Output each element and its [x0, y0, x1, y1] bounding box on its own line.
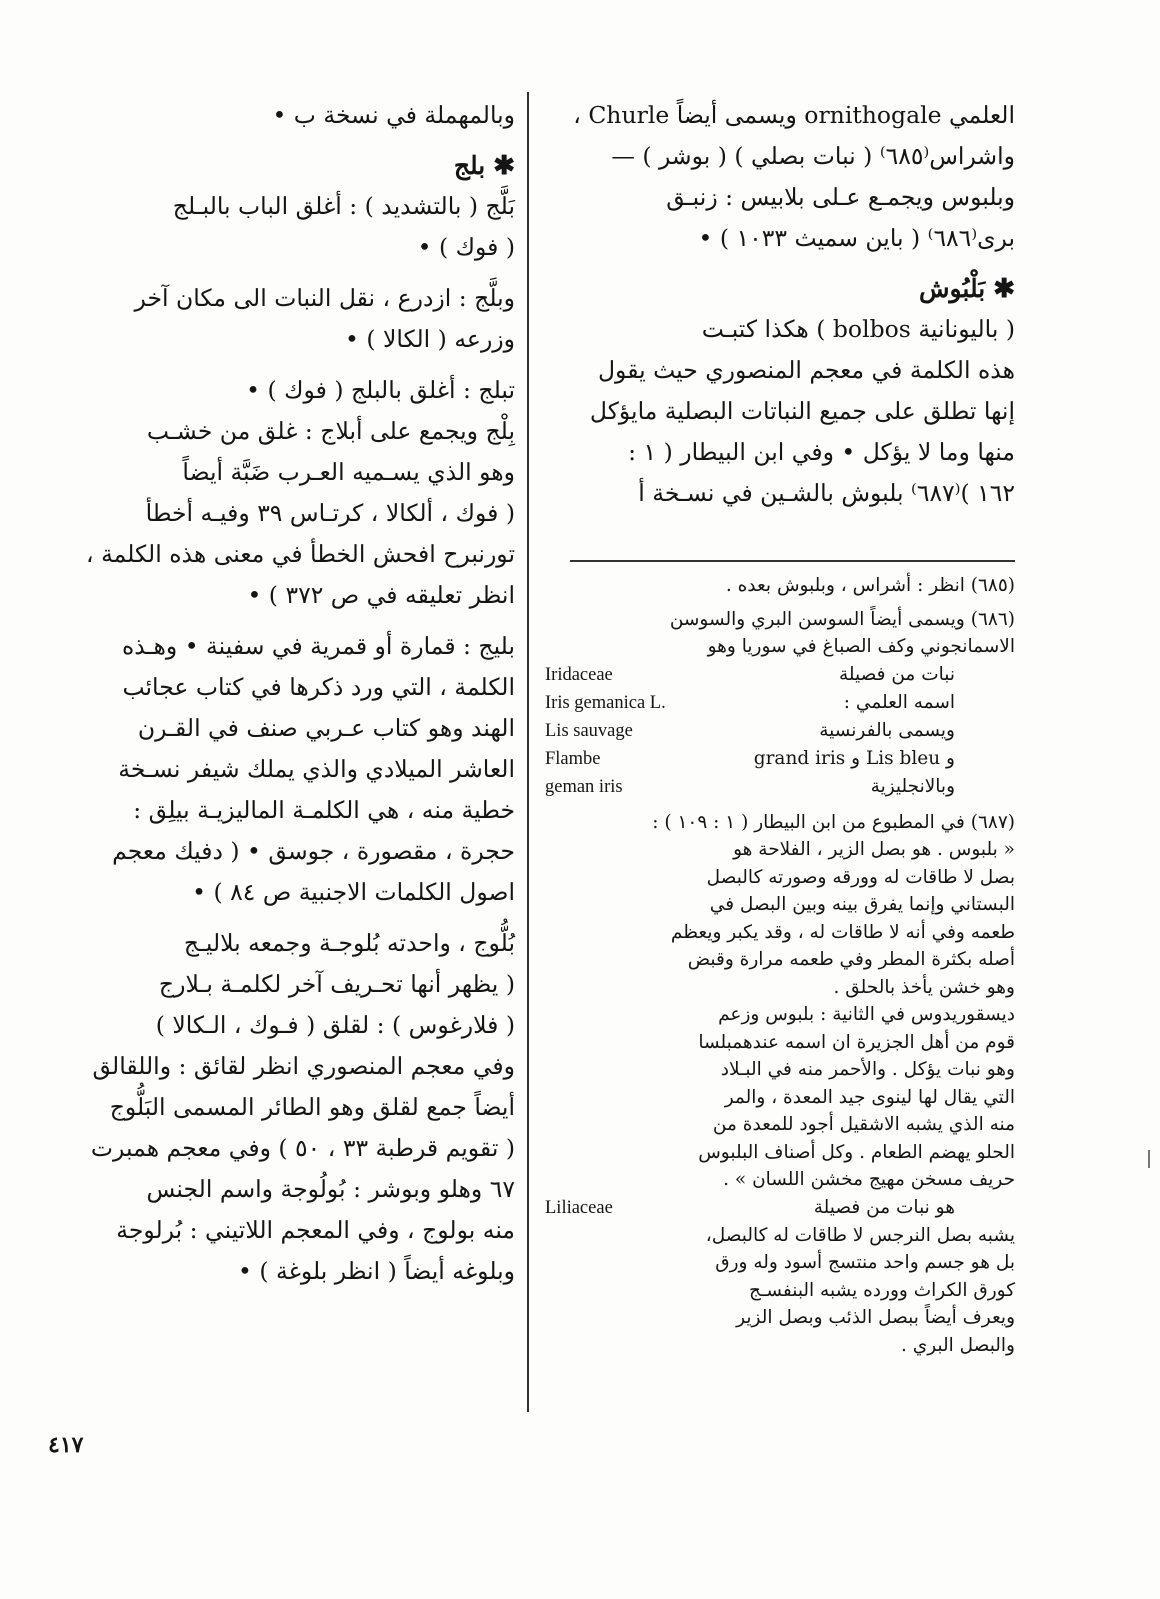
- text-line: ( تقويم قرطبة ٣٣ ، ٥٠ ) وفي معجم همبرت: [90, 1134, 515, 1162]
- latin-row: وبالانجليزية geman iris: [545, 775, 955, 797]
- paragraph: [45, 186, 515, 268]
- text-line: العاشر الميلادي والذي يملك شيفر نسـخة: [118, 755, 515, 783]
- footnote-rule: [570, 560, 1015, 562]
- text-line: منها وما لا يؤكل • وفي ابن البيطار ( ١ :: [628, 438, 1015, 466]
- footnote-line: أصله بكثرة المطر وفي طعمه مرارة وقبض: [687, 949, 1015, 970]
- text-line: بُلُّوج ، واحدته بُلوجـة وجمعه بلاليـج: [183, 929, 515, 957]
- text-line: ١٦٢ )⁽٦٨٧⁾ بلبوش بالشـين في نسـخة أ: [638, 479, 1015, 507]
- footnote-line: « بلبوس . هو بصل الزير ، الفلاحة هو: [733, 839, 1015, 860]
- footnote-line: منه الذي يشبه الاشقيل أجود للمعدة من: [712, 1114, 1015, 1135]
- text-line: بِلْج ويجمع على أبلاج : غلق من خشـب: [146, 417, 515, 445]
- paragraph: [45, 370, 515, 616]
- text-line: ( يظهر أنها تحـريف آخر لكلمـة بـلارج: [158, 970, 515, 998]
- footnote-line: الاسمانجوني وكف الصباغ في سوريا وهو: [707, 636, 1015, 657]
- footnote-line: قوم من أهل الجزيرة ان اسمه عندهمبلسا: [698, 1031, 1015, 1053]
- right-column: [545, 95, 1015, 514]
- text-line: وبلوغه أيضاً ( انظر بلوغة ) •: [238, 1257, 515, 1285]
- text-line: ( فوك ) •: [417, 233, 515, 261]
- footnote-685: (٦٨٥) انظر : أشراس ، وبلبوش بعده .: [725, 575, 1015, 596]
- footnote-line: التي يقال لها لينوى جيد المعدة ، والمر: [724, 1086, 1015, 1108]
- paragraph: [45, 923, 515, 1292]
- asterisk-icon: ✱: [993, 274, 1015, 304]
- footnote-line: بصل لا طاقات له وورقه وصورته كالبصل: [706, 866, 1015, 888]
- text-line: وزرعه ( الكالا ) •: [345, 325, 515, 353]
- text-line: ( فوك ، ألكالا ، كرتـاس ٣٩ وفيـه أخطأ: [145, 499, 515, 527]
- latin-row: اسمه العلمي : Iris gemanica L.: [545, 691, 955, 713]
- text-line: ( فلارغوس ) : لقلق ( فـوك ، الـكالا ): [155, 1011, 515, 1039]
- text-line: وبلَّج : ازدرع ، نقل النبات الى مكان آخر: [134, 284, 515, 312]
- entry-headword: ✱بلج: [453, 151, 515, 181]
- text-line: واشراس⁽٦٨٥⁾ ( نبات بصلي ) ( بوشر ) —: [611, 142, 1015, 170]
- latin-row: ويسمى بالفرنسية Lis sauvage: [545, 719, 955, 741]
- text-line: بليج : قمارة أو قمرية في سفينة • وهـذه: [121, 632, 515, 660]
- text-line: ٦٧ وهلو وبوشر : بُولُوجة واسم الجنس: [146, 1175, 515, 1203]
- latin-row: هو نبات من فصيلة Liliaceae: [545, 1196, 955, 1218]
- text-line: برى⁽٦٨٦⁾ ( باين سميث ١٠٣٣ ) •: [698, 224, 1015, 252]
- column-divider: [527, 92, 529, 1412]
- asterisk-icon: ✱: [493, 151, 515, 181]
- footnote-line: يشبه بصل النرجس لا طاقات له كالبصل،: [705, 1224, 1015, 1246]
- footnote-line: ويعرف أيضاً ببصل الذئب وبصل الزير: [736, 1307, 1015, 1328]
- left-column: [45, 95, 515, 1292]
- latin-row: و Lis bleu و grand iris Flambe: [545, 747, 955, 769]
- paragraph: [45, 278, 515, 360]
- text-line: وبالمهملة في نسخة ب •: [272, 101, 515, 129]
- footnote-line: حريف مسخن مهيج مخشن اللسان » .: [723, 1169, 1015, 1190]
- text-line: اصول الكلمات الاجنبية ص ٨٤ ) •: [192, 878, 515, 906]
- footnote-line: وهو خشن يأخذ بالحلق .: [833, 976, 1015, 998]
- text-line: حجرة ، مقصورة ، جوسق • ( دفيك معجم: [112, 837, 515, 865]
- footnote-line: طعمه وفي أنه لا طاقات له ، وقد يكبر ويعظم: [670, 921, 1015, 943]
- text-line: هذه الكلمة في معجم المنصوري حيث يقول: [597, 356, 1015, 384]
- footnote-line: (٦٨٧) في المطبوع من ابن البيطار ( ١ : ١٠٩ ) :: [652, 811, 1015, 833]
- text-line: العلمي ornithogale ويسمى أيضاً Churle ،: [573, 101, 1015, 129]
- footnote-686: [545, 606, 1015, 801]
- footnote-687: [545, 809, 1015, 1360]
- footnote-line: بل هو جسم واحد منتسج أسود وله ورق: [715, 1252, 1015, 1273]
- text-line: انظر تعليقه في ص ٣٧٢ ) •: [247, 581, 515, 609]
- footnote-line: وهو نبات يؤكل . والأحمر منه في البـلاد: [720, 1059, 1015, 1080]
- text-line: بَلَّج ( بالتشديد ) : أغلق الباب بالبـلج: [172, 192, 515, 220]
- footnote-line: ديسقوريدوس في الثانية : بلبوس وزعم: [718, 1004, 1015, 1025]
- text-line: وهو الذي يسـميه العـرب ضَبَّة أيضاً: [182, 458, 515, 486]
- page-number: ٤١٧: [48, 1432, 84, 1458]
- paragraph: [45, 626, 515, 913]
- footnote-line: والبصل البري .: [900, 1334, 1015, 1356]
- text-line: الكلمة ، التي ورد ذكرها في كتاب عجائب: [122, 673, 515, 701]
- text-line: منه بولوج ، وفي المعجم اللاتيني : بُرلوجة: [116, 1216, 515, 1244]
- footnotes: [545, 572, 1015, 1359]
- text-line: خطية منه ، هي الكلمـة الماليزيـة بيلِق :: [133, 796, 515, 824]
- text-line: إنها تطلق على جميع النباتات البصلية مايؤكل: [589, 397, 1015, 425]
- text-line: أيضاً جمع لقلق وهو الطائر المسمى البَلُّوج: [109, 1093, 515, 1121]
- scan-edge-mark: [1148, 1150, 1150, 1168]
- latin-row: نبات من فصيلة Iridaceae: [545, 663, 955, 685]
- footnote-line: الحلو يهضم الطعام . وكل أصناف البلبوس: [698, 1141, 1015, 1163]
- footnote-line: (٦٨٦) ويسمى أيضاً السوسن البري والسوسن: [669, 608, 1015, 630]
- text-line: وبلبوس ويجمـع عـلى بلابيس : زنبـق: [666, 183, 1015, 211]
- footnote-line: البستاني وإنما يفرق بينه وبين البصل في: [709, 894, 1015, 915]
- text-line: الهند وهو كتاب عـربي صنف في القـرن: [137, 714, 515, 742]
- text-line: وفي معجم المنصوري انظر لقائق : واللقالق: [92, 1052, 515, 1080]
- entry-headword: ✱بَلْبُوش: [918, 274, 1015, 304]
- text-line: تبلج : أغلق بالبلج ( فوك ) •: [246, 376, 515, 404]
- text-line: ( باليونانية bolbos ) هكذا كتبـت: [701, 315, 1015, 343]
- text-line: تورنبرح افحش الخطأ في معنى هذه الكلمة ،: [86, 540, 515, 568]
- footnote-line: كورق الكراث وورده يشبه البنفسـج: [749, 1279, 1015, 1301]
- entry-bolbosh: [545, 269, 1015, 514]
